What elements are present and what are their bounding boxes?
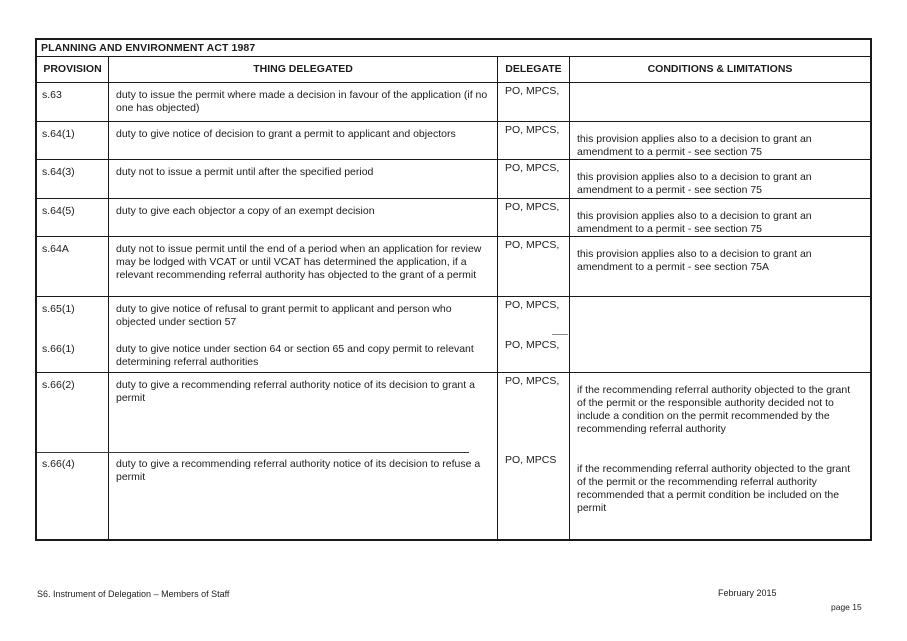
thing-delegated-cell (109, 199, 498, 236)
thing-text: duty to give notice of decision to grant a permit to applicant and objectors (116, 128, 456, 140)
delegate-text: PO, MPCS, (505, 201, 560, 213)
delegate-cell (498, 122, 570, 159)
delegate-text: PO, MPCS, (505, 85, 560, 97)
provision-text: s.64A (42, 243, 69, 255)
provision-text: s.66(2) (42, 379, 75, 391)
conditions-text: this provision applies also to a decision to grant an amendment to a permit - see section 75 (577, 171, 812, 196)
thing-text: duty to give each objector a copy of an exempt decision (116, 205, 375, 217)
conditions-cell (570, 160, 870, 198)
thing-delegated-cell (109, 297, 498, 372)
partial-row-divider-line (37, 452, 469, 453)
conditions-text: this provision applies also to a decision to grant an amendment to a permit - see section 75 (577, 210, 812, 235)
conditions-text: this provision applies also to a decision to grant an amendment to a permit - see section 75A (577, 248, 812, 273)
footer-page-number: page 15 (831, 602, 862, 612)
table-title-row (37, 40, 870, 57)
delegate-text: PO, MPCS, (505, 339, 560, 351)
conditions-cell (570, 237, 870, 296)
delegate-text: PO, MPCS (505, 454, 557, 466)
delegate-cell (498, 83, 570, 121)
provision-text: s.66(1) (42, 343, 75, 355)
footer-date: February 2015 (718, 588, 777, 598)
thing-text: duty to give notice of refusal to grant permit to applicant and person who objected under section 57 (116, 303, 452, 328)
delegate-cell (498, 373, 570, 539)
table-row (37, 237, 870, 297)
conditions-text (570, 83, 870, 94)
column-header-conditions-limitations: CONDITIONS & LIMITATIONS (647, 63, 793, 75)
conditions-text (570, 337, 870, 373)
delegate-text: PO, MPCS, (505, 124, 560, 136)
provision-cell (37, 122, 109, 159)
thing-delegated-cell (109, 373, 498, 539)
delegate-cell (498, 160, 570, 198)
table-title: PLANNING AND ENVIRONMENT ACT 1987 (41, 41, 256, 54)
provision-cell (37, 160, 109, 198)
column-header-thing-delegated: THING DELEGATED (109, 57, 498, 82)
thing-text: duty not to issue a permit until after the specified period (116, 166, 374, 178)
thing-text: duty to give a recommending referral authority notice of its decision to grant a permit (116, 379, 475, 404)
table-row (37, 199, 870, 237)
provision-text: s.64(1) (42, 128, 75, 140)
delegation-table (35, 38, 872, 541)
column-header-delegate: DELEGATE (498, 57, 570, 82)
conditions-text: if the recommending referral authority objected to the grant of the permit or the recommending referral authority recommended that a permit condition be included on the permit (577, 463, 851, 514)
column-header-provision: PROVISION (37, 57, 109, 82)
conditions-cell (570, 83, 870, 121)
conditions-text (570, 297, 870, 337)
thing-text: duty to issue the permit where made a decision in favour of the application (if no one has objected) (116, 89, 488, 114)
delegate-text: PO, MPCS, (505, 299, 560, 311)
delegate-text: PO, MPCS, (505, 239, 560, 251)
scan-artifact-tick (552, 334, 568, 335)
thing-delegated-cell (109, 237, 498, 296)
thing-delegated-cell (109, 122, 498, 159)
table-row (37, 122, 870, 160)
thing-delegated-cell (109, 83, 498, 121)
provision-text: s.63 (42, 89, 62, 101)
conditions-cell (570, 297, 870, 372)
footer-document-title: S6. Instrument of Delegation – Members of Staff (37, 589, 230, 599)
thing-text: duty not to issue permit until the end of a period when an application for review may be lodged with VCAT or until VCAT has determined the application, if a relevant recommending referral authority has objected to the grant of a permit (116, 243, 482, 281)
delegate-text: PO, MPCS, (505, 162, 560, 174)
conditions-cell (570, 373, 870, 539)
conditions-text: if the recommending referral authority objected to the grant of the permit or the responsible authority decided not to include a condition on the permit recommended by the recommending referral authority (577, 384, 851, 435)
table-header-row (37, 57, 870, 83)
thing-delegated-cell (109, 160, 498, 198)
provision-text: s.64(3) (42, 166, 75, 178)
thing-text: duty to give notice under section 64 or section 65 and copy permit to relevant determining referral authorities (116, 343, 474, 368)
table-row (37, 83, 870, 122)
table-row (37, 373, 870, 539)
provision-cell (37, 373, 109, 539)
table-body (37, 83, 870, 539)
conditions-cell (570, 199, 870, 236)
delegate-text: PO, MPCS, (505, 375, 560, 387)
table-row (37, 160, 870, 199)
provision-text: s.64(5) (42, 205, 75, 217)
conditions-text: this provision applies also to a decision to grant an amendment to a permit - see section 75 (577, 133, 812, 158)
provision-cell (37, 297, 109, 372)
table-row (37, 297, 870, 373)
delegate-cell (498, 237, 570, 296)
provision-cell (37, 83, 109, 121)
provision-cell (37, 237, 109, 296)
provision-text: s.66(4) (42, 458, 75, 470)
delegate-cell (498, 199, 570, 236)
provision-cell (37, 199, 109, 236)
provision-text: s.65(1) (42, 303, 75, 315)
thing-text: duty to give a recommending referral authority notice of its decision to refuse a permit (116, 458, 481, 483)
conditions-cell (570, 122, 870, 159)
